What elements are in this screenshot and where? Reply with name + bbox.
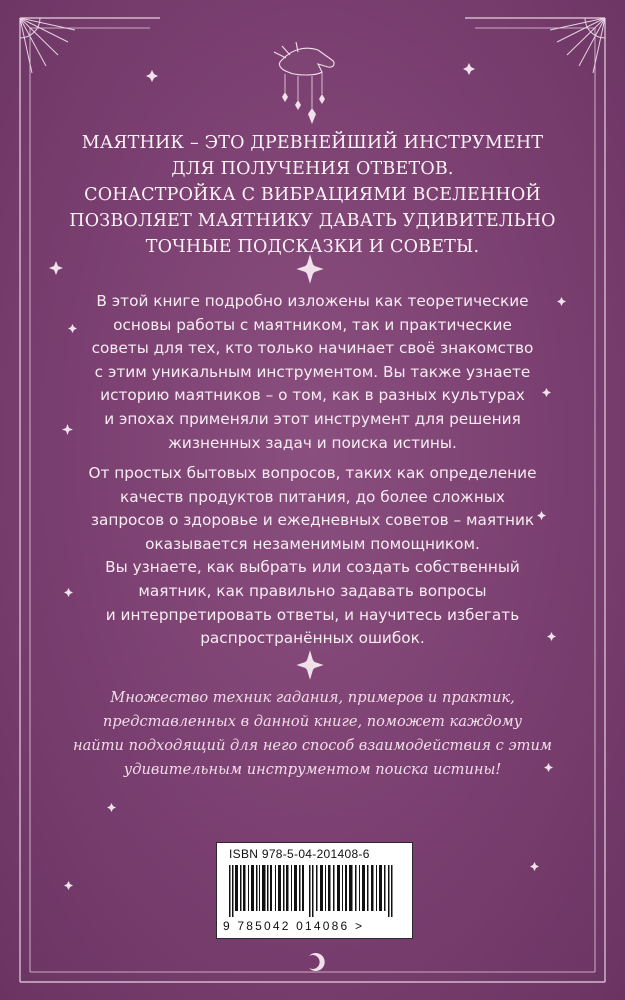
- paragraph-line: От простых бытовых вопросов, таких как определение: [88, 464, 537, 482]
- paragraph-line: маятник, как правильно задавать вопросы: [138, 581, 487, 600]
- headline-line: ТОЧНЫЕ ПОДСКАЗКИ И СОВЕТЫ.: [145, 237, 480, 257]
- headline: [40, 130, 585, 260]
- tagline-line: представленных в данной книге, поможет каждому: [102, 713, 523, 730]
- hand-pendulum-icon: [274, 42, 334, 124]
- paragraph-line: оказывается незаменимым помощником.: [145, 534, 480, 553]
- sunburst-corner-icon: [545, 18, 605, 80]
- headline-line: ПОЗВОЛЯЕТ МАЯТНИКУ ДАВАТЬ УДИВИТЕЛЬНО: [69, 211, 556, 231]
- paragraph-line: запросов о здоровье и ежедневных советов – маятник: [90, 511, 535, 530]
- headline-line: МАЯТНИК – ЭТО ДРЕВНЕЙШИЙ ИНСТРУМЕНТ: [81, 133, 544, 153]
- headline-line: СОНАСТРОЙКА С ВИБРАЦИЯМИ ВСЕЛЕННОЙ: [84, 185, 541, 205]
- paragraph-line: жизненных задач и поиска истины.: [168, 433, 457, 452]
- headline-line: ДЛЯ ПОЛУЧЕНИЯ ОТВЕТОВ.: [171, 159, 454, 179]
- tagline-line: удивительным инструментом поиска истины!: [123, 761, 502, 778]
- paragraph-line: основы работы с маятником, так и практические: [113, 315, 512, 334]
- paragraph-line: советы для тех, кто только начинает своё знакомство: [91, 339, 534, 358]
- tagline-line: Множество техник гадания, примеров и практик,: [110, 689, 515, 706]
- crescent-moon-icon: [309, 953, 325, 971]
- sunburst-corner-icon: [20, 18, 80, 80]
- paragraph-line: и интерпретировать ответы, и научитесь избегать: [105, 605, 520, 624]
- paragraph-line: качеств продуктов питания, до более сложных: [120, 487, 505, 506]
- barcode-bars: [229, 865, 401, 917]
- paragraph-line: историю маятников – о том, как в разных культурах: [100, 386, 525, 405]
- paragraph-line: с этим уникальным инструментом. Вы также узнаете: [94, 362, 531, 381]
- isbn-barcode: [216, 842, 413, 939]
- paragraph-line: В этой книге подробно изложены как теоретические: [96, 292, 529, 310]
- isbn-label: ISBN 978-5-04-201408-6: [229, 847, 370, 861]
- barcode-digits: 9 785042 014086 >: [223, 919, 365, 933]
- paragraph-line: Вы узнаете, как выбрать или создать собственный: [105, 558, 520, 577]
- paragraph-line: и эпохах применяли этот инструмент для решения: [104, 409, 521, 428]
- description-paragraph-1: [40, 290, 585, 455]
- paragraph-line: распространённых ошибок.: [200, 629, 425, 648]
- closing-tagline: [40, 686, 585, 782]
- tagline-line: найти подходящий для него способ взаимодействия с этим: [72, 737, 552, 754]
- description-paragraph-2: [40, 462, 585, 651]
